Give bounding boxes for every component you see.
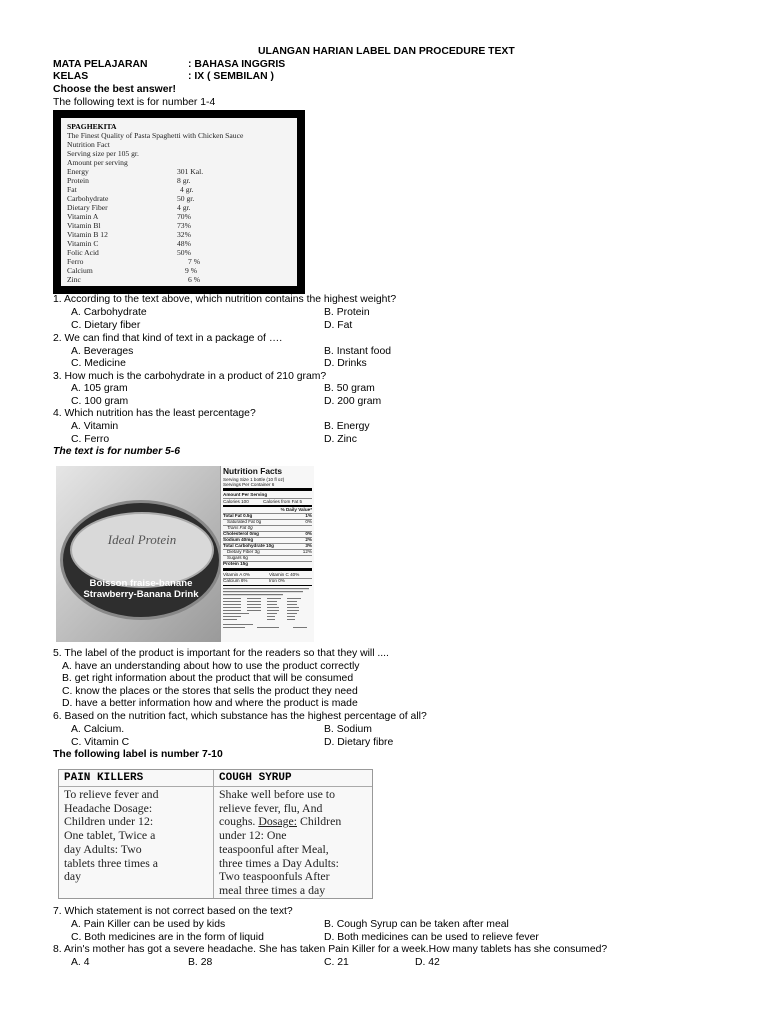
spag-row-name: Zinc [67, 275, 81, 284]
spag-row-value: 9 % [185, 266, 198, 275]
q1-option-a[interactable]: A. Carbohydrate [71, 307, 147, 318]
nf-iron: Iron 0% [269, 578, 285, 583]
spag-row-value: 32% [177, 230, 191, 239]
question-1: 1. According to the text above, which nutrition contains the highest weight? [53, 294, 397, 305]
q2-option-d[interactable]: D. Drinks [324, 358, 367, 369]
nf-row-value: 0% [305, 531, 312, 536]
text-line: three times a Day Adults: [219, 855, 339, 870]
subject-value: : BAHASA INGGRIS [188, 59, 286, 70]
nf-row [223, 537, 312, 543]
nf-row [223, 525, 312, 531]
nf-footnote-fine-print [223, 588, 312, 640]
spag-row-name: Vitamin B 12 [67, 230, 108, 239]
text-line: teaspoonful after Meal, [219, 841, 329, 856]
spag-heading: Nutrition Fact [67, 140, 110, 149]
q2-option-a[interactable]: A. Beverages [71, 346, 134, 357]
nf-vitamin-a: Vitamin A 0% [223, 572, 250, 577]
q3-option-d[interactable]: D. 200 gram [324, 396, 382, 407]
question-2: 2. We can find that kind of text in a package of …. [53, 333, 283, 344]
nf-row [223, 543, 312, 549]
question-3: 3. How much is the carbohydrate in a product of 210 gram? [53, 371, 327, 382]
question-5: 5. The label of the product is important for the readers so that they will .... [53, 648, 389, 659]
col-header-cough-syrup: COUGH SYRUP [219, 772, 292, 784]
q5-option-a[interactable]: A. have an understanding about how to use the product correctly [62, 661, 360, 672]
product-photo [56, 466, 220, 642]
intro-5-6: The text is for number 5-6 [53, 446, 181, 457]
q4-option-a[interactable]: A. Vitamin [71, 421, 119, 432]
q6-option-a[interactable]: A. Calcium. [71, 724, 125, 735]
spag-row-value: 7 % [188, 257, 201, 266]
nf-row-name: Saturated Fat 0g [227, 519, 262, 524]
nf-row [223, 555, 312, 561]
class-label: KELAS [53, 71, 89, 82]
q5-option-c[interactable]: C. know the places or the stores that sells the product they need [62, 686, 358, 697]
nf-calories-fat: Calories from Fat 5 [263, 499, 303, 504]
q5-option-d[interactable]: D. have a better information how and where the product is made [62, 698, 358, 709]
question-4: 4. Which nutrition has the least percentage? [53, 408, 256, 419]
q4-option-d[interactable]: D. Zinc [324, 434, 357, 445]
medicine-label-table [58, 769, 373, 899]
spag-row-value: 70% [177, 212, 191, 221]
nf-row-name: Total Fat 0.5g [223, 513, 253, 518]
nf-calcium: Calcium 6% [223, 578, 248, 583]
q7-option-d[interactable]: D. Both medicines can be used to relieve fever [324, 932, 539, 943]
spag-row-name: Calcium [67, 266, 93, 275]
q2-option-c[interactable]: C. Medicine [71, 358, 126, 369]
text-line: day [64, 869, 82, 884]
class-value: : IX ( SEMBILAN ) [188, 71, 275, 82]
intro-1-4: The following text is for number 1-4 [53, 97, 216, 108]
q6-option-b[interactable]: B. Sodium [324, 724, 372, 735]
nf-row-name: Trans Fat 0g [227, 525, 253, 530]
spag-row-value: 50 gr. [177, 194, 195, 203]
q3-option-c[interactable]: C. 100 gram [71, 396, 129, 407]
nf-row-value: 2% [305, 537, 312, 542]
page-title: ULANGAN HARIAN LABEL DAN PROCEDURE TEXT [258, 46, 515, 57]
q1-option-b[interactable]: B. Protein [324, 307, 370, 318]
spag-row-name: Vitamin C [67, 239, 99, 248]
instruction: Choose the best answer! [53, 84, 176, 95]
spag-row-value: 4 gr. [177, 203, 191, 212]
q3-option-a[interactable]: A. 105 gram [71, 383, 128, 394]
nf-row [223, 561, 312, 567]
product-logo-oval [70, 512, 214, 588]
intro-7-10: The following label is number 7-10 [53, 749, 223, 760]
text-line: Shake well before use to [219, 787, 335, 801]
spag-subtitle: The Finest Quality of Pasta Spaghetti with Chicken Sauce [67, 131, 244, 140]
q6-option-d[interactable]: D. Dietary fibre [324, 737, 394, 748]
text-line: Children under 12: [64, 814, 154, 829]
q3-option-b[interactable]: B. 50 gram [324, 383, 375, 394]
text-line: day Adults: Two [64, 841, 142, 856]
spag-row-value: 73% [177, 221, 191, 230]
nf-vitamin-c: Vitamin C 40% [269, 572, 300, 577]
dosage-underlined: Dosage: [258, 814, 297, 829]
spag-title: SPAGHEKITA [67, 122, 117, 131]
nf-row-value: 3% [305, 543, 312, 548]
nutrition-facts-panel [220, 466, 314, 642]
text-line: Headache Dosage: [64, 800, 153, 815]
pain-killers-text [64, 788, 158, 884]
ideal-protein-image [56, 466, 314, 642]
text-line: meal three times a day [219, 882, 326, 897]
text-line: tablets three times a [64, 855, 159, 870]
q8-option-d[interactable]: D. 42 [415, 957, 440, 968]
text-line: under 12: One [219, 828, 287, 843]
nf-calories-row [223, 499, 312, 505]
nf-row-name: Sugars 6g [227, 555, 248, 560]
nf-minerals-row [223, 578, 312, 584]
spag-row-name: Fat [67, 185, 77, 194]
nf-divider-thick [223, 568, 312, 571]
question-6: 6. Based on the nutrition fact, which substance has the highest percentage of all? [53, 711, 427, 722]
nf-daily-value: % Daily Value* [280, 507, 312, 512]
drink-name-fr: Boisson fraise-banane [89, 578, 193, 589]
nf-row-value: 0% [305, 519, 312, 524]
nf-servings-per-container: Servings Per Container 6 [223, 482, 275, 487]
col-header-pain-killers: PAIN KILLERS [64, 772, 144, 784]
q1-option-c[interactable]: C. Dietary fiber [71, 320, 141, 331]
ideal-protein-logo: Ideal Protein [107, 532, 177, 547]
text-line: Children [299, 814, 342, 829]
nf-divider [223, 585, 312, 586]
spaghetti-label-panel [61, 118, 297, 286]
spag-row-name: Carbohydrate [67, 194, 109, 203]
nf-title: Nutrition Facts [223, 467, 283, 476]
drink-name-en: Strawberry-Banana Drink [83, 589, 199, 600]
text-line: To relieve fever and [64, 787, 159, 801]
nf-row-name: Sodium 40mg [223, 537, 254, 542]
nf-vitamins-row [223, 572, 312, 578]
nf-calories: Calories 100 [223, 499, 249, 504]
spag-row-value: 8 gr. [177, 176, 191, 185]
spag-row-value: 301 Kal. [177, 167, 204, 176]
q5-option-b[interactable]: B. get right information about the product that will be consumed [62, 673, 354, 684]
nf-amount: Amount Per Serving [223, 492, 268, 497]
cough-syrup-text [219, 788, 341, 898]
nf-row-name: Cholesterol 0mg [223, 531, 259, 536]
nf-divider-thick [223, 488, 312, 491]
spag-row-name: Folic Acid [67, 248, 99, 257]
nf-row-value: 12% [302, 549, 312, 554]
q2-option-b[interactable]: B. Instant food [324, 346, 392, 357]
text-line-group [219, 815, 341, 829]
nf-serving-size: Serving Size 1 bottle (10 fl oz) [223, 477, 285, 482]
nf-row-value: 1% [305, 513, 312, 518]
spag-row-name: Protein [67, 176, 89, 185]
spag-row-name: Vitamin A [67, 212, 99, 221]
nf-row [223, 513, 312, 519]
q7-option-b[interactable]: B. Cough Syrup can be taken after meal [324, 919, 509, 930]
q7-option-c[interactable]: C. Both medicines are in the form of liquid [71, 932, 264, 943]
spag-amount: Amount per serving [67, 158, 128, 167]
spag-row-name: Vitamin Bl [67, 221, 101, 230]
text-line: relieve fever, flu, And [219, 800, 323, 815]
q8-option-c[interactable]: C. 21 [324, 957, 349, 968]
q6-option-c[interactable]: C. Vitamin C [71, 737, 130, 748]
spag-row-name: Dietary Fiber [67, 203, 108, 212]
nf-row [223, 519, 312, 525]
question-8: 8. Arin's mother has got a severe headache. She has taken Pain Killer for a week.How many tablets has she consumed? [53, 944, 608, 955]
q1-option-d[interactable]: D. Fat [324, 320, 353, 331]
spag-row-value: 50% [177, 248, 191, 257]
nf-row [223, 531, 312, 537]
text-line: Two teaspoonfuls After [219, 869, 330, 884]
q8-option-b[interactable]: B. 28 [188, 957, 213, 968]
spag-row-value: 48% [177, 239, 191, 248]
q4-option-c[interactable]: C. Ferro [71, 434, 110, 445]
q8-option-a[interactable]: A. 4 [71, 957, 90, 968]
q4-option-b[interactable]: B. Energy [324, 421, 370, 432]
nf-row [223, 549, 312, 555]
question-7: 7. Which statement is not correct based on the text? [53, 906, 293, 917]
spag-row-value: 6 % [188, 275, 201, 284]
q7-option-a[interactable]: A. Pain Killer can be used by kids [71, 919, 226, 930]
spag-row-name: Ferro [67, 257, 84, 266]
text-line: One tablet, Twice a [64, 828, 156, 843]
table-column-divider [213, 770, 214, 898]
subject-label: MATA PELAJARAN [53, 59, 148, 70]
nf-row-name: Dietary Fiber 3g [227, 549, 260, 554]
nf-row-name: Protein 15g [223, 561, 249, 566]
spaghetti-label-image [53, 110, 305, 294]
spag-row-value: 4 gr. [180, 185, 194, 194]
spag-serving: Serving size per 105 gr. [67, 149, 139, 158]
spag-row-name: Energy [67, 167, 89, 176]
text-line: coughs. [219, 814, 256, 829]
nf-row-name: Total Carbohydrate 10g [223, 543, 274, 548]
